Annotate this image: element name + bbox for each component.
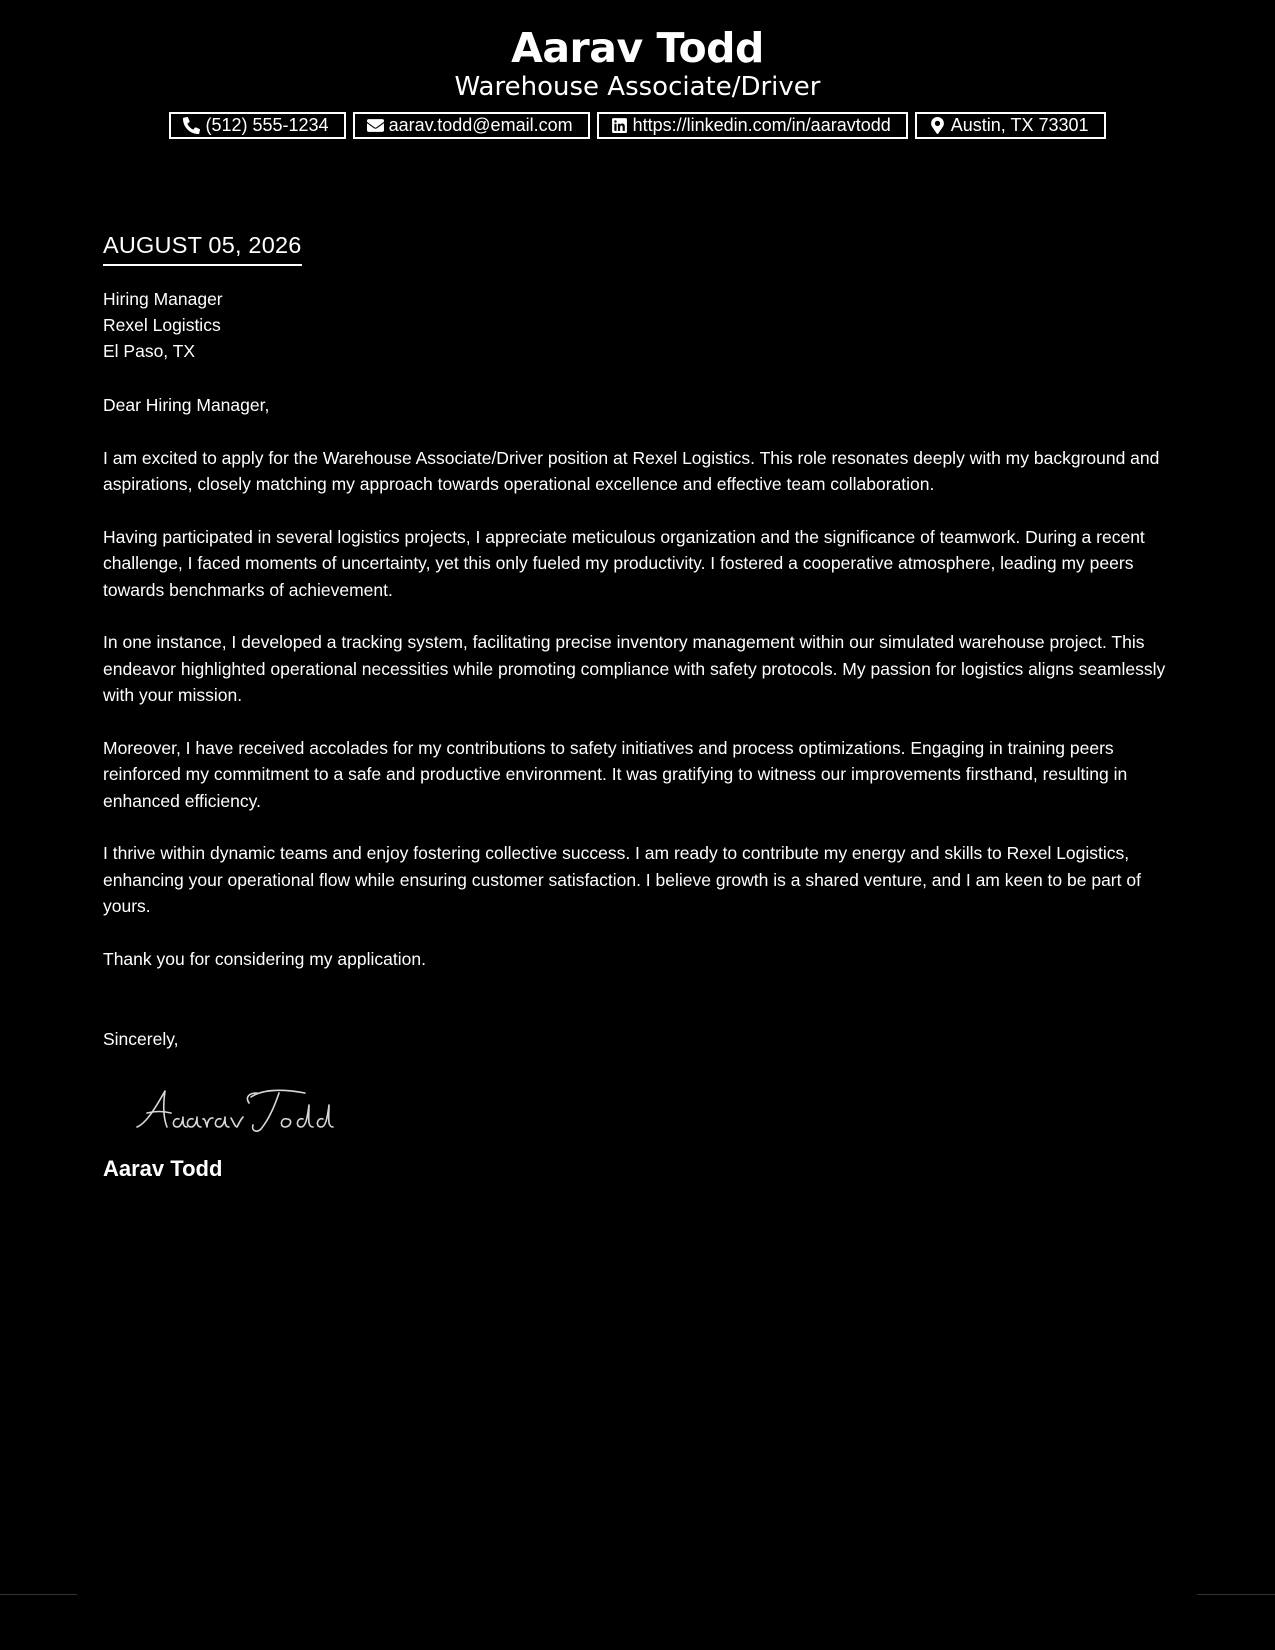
- contact-email-text: aarav.todd@email.com: [388, 115, 573, 135]
- contact-location-text: Austin, TX 73301: [950, 115, 1089, 135]
- linkedin-icon: [611, 117, 628, 134]
- footer-rule-right: [1197, 1594, 1275, 1595]
- applicant-name: Aarav Todd: [511, 24, 764, 72]
- recipient-name: Hiring Manager: [103, 289, 223, 309]
- footer-rule-left: [0, 1594, 77, 1595]
- contact-phone[interactable]: [169, 112, 345, 139]
- paragraph-2: Having participated in several logistics projects, I appreciate meticulous organization and the significance of teamwork. During a recent challenge, I faced moments of uncertainty, yet this only fueled my productivity. I fostered a cooperative atmosphere, leading my peers towards benchmarks of achievement.: [103, 526, 1145, 600]
- letter-body: [103, 228, 1183, 1183]
- paragraph-thanks: Thank you for considering my application.: [103, 948, 426, 969]
- paragraph-1: I am excited to apply for the Warehouse Associate/Driver position at Rexel Logistics. This role resonates deeply with my background and aspirations, closely matching my approach towards operational excellence and effective team collaboration.: [103, 447, 1160, 494]
- map-marker-icon: [929, 117, 946, 134]
- contact-linkedin[interactable]: [597, 112, 908, 139]
- contact-location: [915, 112, 1106, 139]
- job-title: Warehouse Associate/Driver: [454, 72, 821, 102]
- phone-icon: [183, 117, 200, 134]
- envelope-icon: [367, 117, 384, 134]
- recipient-location: El Paso, TX: [103, 341, 196, 361]
- paragraph-3: In one instance, I developed a tracking system, facilitating precise inventory management within our simulated warehouse project. This endeavor highlighted operational necessities while promoting compliance with safety protocols. My passion for logistics aligns seamlessly with your mission.: [103, 632, 1166, 705]
- contact-phone-text: (512) 555-1234: [205, 115, 329, 135]
- recipient-company: Rexel Logistics: [103, 315, 221, 335]
- paragraph-5: I thrive within dynamic teams and enjoy fostering collective success. I am ready to contribute my energy and skills to Rexel Logistics, enhancing your operational flow while ensuring customer satisfaction. I believe growth is a shared venture, and I am keen to be part of yours.: [103, 843, 1141, 916]
- closing: Sincerely,: [103, 1029, 179, 1049]
- contact-linkedin-text: https://linkedin.com/in/aaravtodd: [632, 115, 891, 135]
- contact-email[interactable]: [353, 112, 590, 139]
- recipient-block: [103, 286, 1183, 364]
- contact-bar: [0, 112, 1275, 139]
- letter-header: [0, 0, 1275, 139]
- handwritten-signature: [133, 1083, 1183, 1143]
- signer-name: Aarav Todd: [103, 1155, 223, 1181]
- salutation: Dear Hiring Manager,: [103, 395, 270, 415]
- letter-date: AUGUST 05, 2026: [103, 228, 302, 266]
- paragraph-4: Moreover, I have received accolades for my contributions to safety initiatives and process optimizations. Engaging in training peers reinforced my commitment to a safe and productive environment. It was gratifying to witness our improvements firsthand, resulting in enhanced efficiency.: [103, 737, 1128, 811]
